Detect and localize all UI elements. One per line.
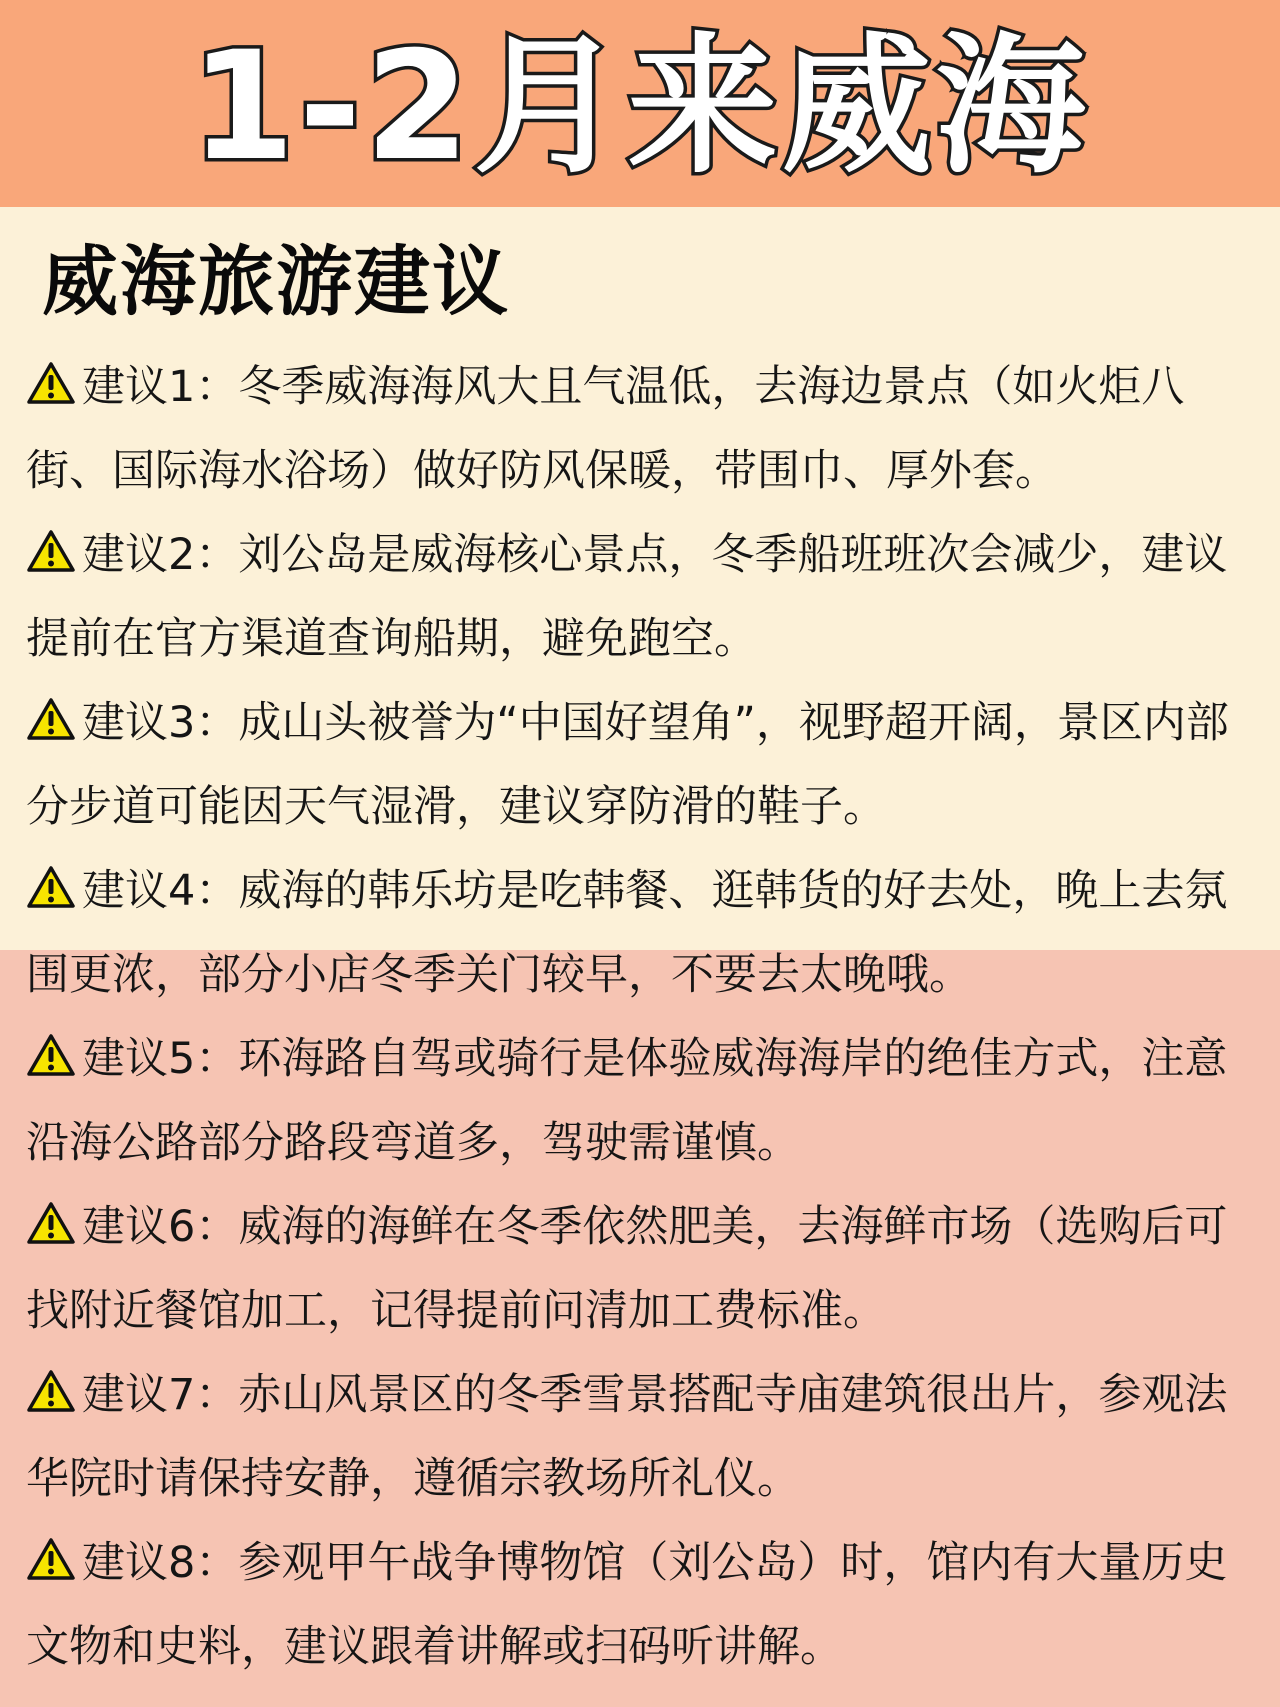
tip-text: 建议4：威海的韩乐坊是吃韩餐、逛韩货的好去处，晚上去氛围更浓，部分小店冬季关门较早，不要去太晚哦。	[26, 866, 1228, 1000]
page-title: 1-2月来威海	[190, 20, 1090, 194]
tip-item	[26, 513, 1266, 681]
warning-icon	[26, 1201, 76, 1245]
tips-list	[26, 345, 1266, 1689]
warning-icon	[26, 1537, 76, 1581]
warning-icon	[26, 865, 76, 909]
tip-text: 建议6：威海的海鲜在冬季依然肥美，去海鲜市场（选购后可找附近餐馆加工，记得提前问清加工费标准。	[26, 1202, 1228, 1336]
warning-icon	[26, 361, 76, 405]
tip-item	[26, 681, 1266, 849]
tip-text: 建议1：冬季威海海风大且气温低，去海边景点（如火炬八街、国际海水浴场）做好防风保暖，带围巾、厚外套。	[26, 362, 1185, 496]
tip-text: 建议5：环海路自驾或骑行是体验威海海岸的绝佳方式，注意沿海公路部分路段弯道多，驾驶需谨慎。	[26, 1034, 1228, 1168]
tip-item	[26, 1017, 1266, 1185]
tip-item	[26, 849, 1266, 1017]
tip-item	[26, 1521, 1266, 1689]
tip-text: 建议3：成山头被誉为“中国好望角”，视野超开阔，景区内部分步道可能因天气湿滑，建议穿防滑的鞋子。	[26, 698, 1229, 832]
warning-icon	[26, 697, 76, 741]
warning-icon	[26, 1033, 76, 1077]
warning-icon	[26, 529, 76, 573]
tip-item	[26, 1185, 1266, 1353]
tip-text: 建议8：参观甲午战争博物馆（刘公岛）时，馆内有大量历史文物和史料，建议跟着讲解或扫码听讲解。	[26, 1538, 1228, 1672]
tip-text: 建议2：刘公岛是威海核心景点，冬季船班班次会减少，建议提前在官方渠道查询船期，避免跑空。	[26, 530, 1228, 664]
tip-item	[26, 345, 1266, 513]
tip-text: 建议7：赤山风景区的冬季雪景搭配寺庙建筑很出片，参观法华院时请保持安静，遵循宗教场所礼仪。	[26, 1370, 1228, 1504]
tip-item	[26, 1353, 1266, 1521]
section-heading: 威海旅游建议	[42, 237, 510, 326]
warning-icon	[26, 1369, 76, 1413]
